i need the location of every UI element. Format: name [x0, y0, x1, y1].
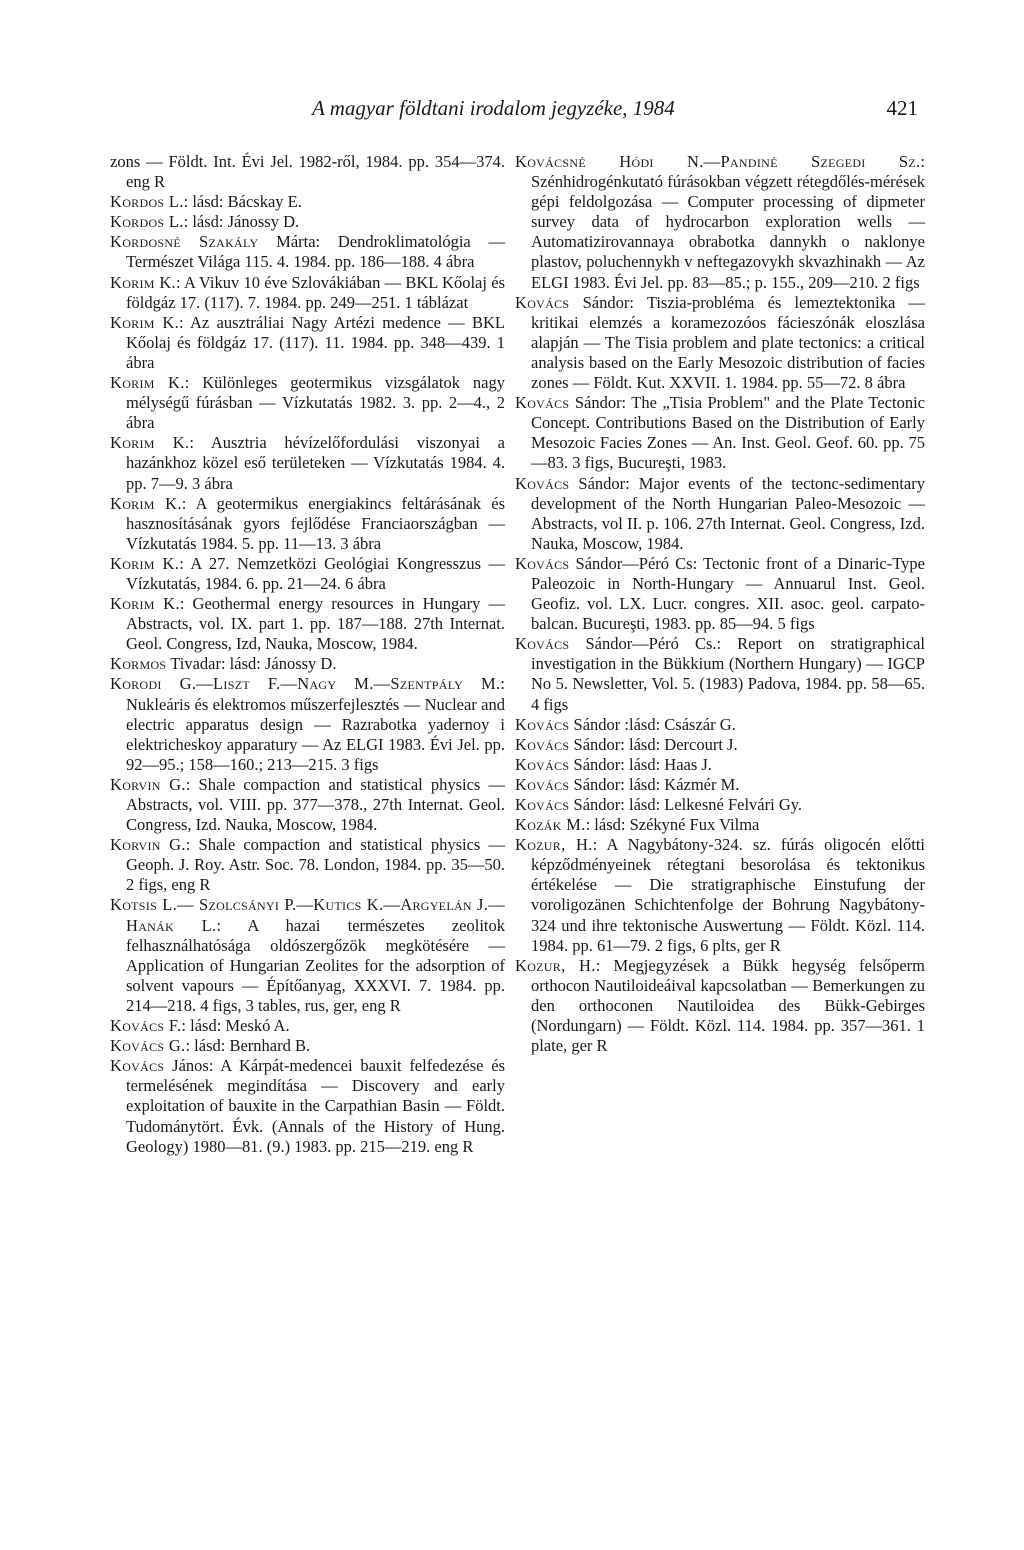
entry-text: Sándor :lásd: Császár G. [569, 714, 736, 734]
bibliography-entry [515, 152, 925, 293]
entry-author: Korim K. [110, 373, 185, 393]
entry-author: Kovács [515, 714, 570, 734]
entry-text: : A geotermikus energiakincs feltárásának és hasznosításának gyors fejlődése Franciaországban — Vízkutatás 1984. 5. pp. 11—13. 3 ábra [126, 493, 505, 553]
entry-text: Sándor—Péró Cs.: Report on stratigraphical investigation in the Bükkium (Northern Hungary) — IGCP No 5. Newsletter, Vol. 5. (1983) Padova, 1984. pp. 58—65. 4 figs [531, 634, 925, 714]
bibliography-entry [110, 654, 505, 674]
bibliography-entry [110, 1036, 505, 1056]
bibliography-entry [515, 474, 925, 554]
entry-text: Sándor: lásd: Kázmér M. [569, 774, 740, 794]
bibliography-entry [515, 835, 925, 956]
bibliography-entry [515, 755, 925, 775]
entry-author: Kordos L. [110, 192, 184, 212]
entry-author: Korim K. [110, 594, 180, 614]
entry-author: Korvin G. [110, 835, 186, 855]
entry-text: Márta: Dendroklimatológia — Természet Világa 115. 4. 1984. pp. 186—188. 4 ábra [126, 232, 505, 272]
entry-text: János: A Kárpát-medencei bauxit felfedezése és termelésének megindítása — Discovery and early exploitation of bauxite in the Carpathian Basin — Földt. Tudománytört. Évk. (Annals of the History of Hung. Geology) 1980—81. (9.) 1983. pp. 215—219. eng R [126, 1056, 505, 1156]
bibliography-entry [110, 1016, 505, 1036]
entry-text: : Ausztria hévízelőfordulási viszonyai a hazánkhoz közel eső területeken — Vízkutatás 1984. 4. pp. 7—9. 3 ábra [126, 433, 505, 493]
bibliography-entry [515, 815, 925, 835]
bibliography-entry [110, 835, 505, 895]
bibliography-entry [515, 393, 925, 473]
bibliography-entry [110, 674, 505, 774]
bibliography-entry [515, 795, 925, 815]
entry-text: Sándor: Tiszia-probléma és lemeztektonika — kritikai elemzés a koramezozóos fácieszónák eloszlása alapján — The Tisia problem and plate tectonics: a critical analysis based on the Early Mesozoic distribution of facies zones — Földt. Kut. XXVII. 1. 1984. pp. 55—72. 8 ábra [531, 292, 925, 393]
entry-text: : A hazai természetes zeolitok felhasználhatósága oldószergőzök megkötésére — Application of Hungarian Zeolites for the adsorption of solvent vapours — Építőanyag, XXXVI. 7. 1984. pp. 214—218. 4 figs, 3 tables, rus, ger, eng R [126, 915, 506, 1015]
entry-text: : lásd: Székyné Fux Vilma [585, 815, 760, 835]
bibliography-entry [110, 273, 505, 313]
entry-text: Tivadar: lásd: Jánossy D. [166, 654, 337, 674]
entry-text: Sándor: lásd: Lelkesné Felvári Gy. [569, 795, 803, 814]
bibliography-entry [110, 212, 505, 232]
entry-text: : Shale compaction and statistical physics — Geoph. J. Roy. Astr. Soc. 78. London, 1984. pp. 35—50. 2 figs, eng R [126, 835, 505, 895]
entry-text: : lásd: Bácskay E. [183, 192, 302, 212]
bibliography-entry [515, 956, 925, 1056]
entry-text: Sándor: lásd: Haas J. [569, 754, 712, 774]
entry-author: Korim K. [110, 433, 190, 453]
bibliography-entry [110, 775, 505, 835]
entry-author: Kovács [515, 754, 570, 774]
entry-text: zons — Földt. Int. Évi Jel. 1982-ről, 1984. pp. 354—374. eng R [110, 152, 505, 192]
entry-text: : A Nagybátony-324. sz. fúrás oligocén előtti képződményeinek rétegtani besorolása és tektonikus értékelése — Die stratigraphische Einstufung der voroligozänen Schichtenfolge der Bohrung Nagybátony-324 und ihre tektonische Auswertung — Földt. Közl. 114. 1984. pp. 61—79. 2 figs, 6 plts, ger R [531, 835, 926, 955]
entry-author: Korvin G. [110, 774, 186, 794]
entry-author: Kordos L. [110, 212, 184, 232]
bibliography-entry [110, 232, 505, 272]
entry-text: Sándor: lásd: Dercourt J. [569, 734, 738, 754]
bibliography-entry [110, 313, 505, 373]
bibliography-entry [110, 1056, 505, 1156]
entry-author: Kovács [515, 734, 570, 754]
entry-text: : Geothermal energy resources in Hungary — Abstracts, vol. IX. part 1. pp. 187—188. 27th Internat. Geol. Congress, Izd, Nauka, Moscow, 1984. [126, 594, 505, 654]
entry-text: : Az ausztráliai Nagy Artézi medence — BKL Kőolaj és földgáz 17. (117). 11. 1984. pp. 348—439. 1 ábra [126, 312, 505, 372]
entry-author: Korim K. [110, 493, 182, 513]
bibliography-entry [110, 895, 505, 1016]
entry-text: : Shale compaction and statistical physics — Abstracts, vol. VIII. pp. 377—378., 27th Internat. Geol. Congress, Izd. Nauka, Moscow, 1984. [126, 774, 505, 835]
bibliography-entry [515, 554, 925, 634]
left-column [110, 152, 505, 1157]
entry-text: : Szénhidrogénkutató fúrásokban végzett rétegdőlés-mérések gépi feldolgozása — Computer processing of dipmeter survey data of hydrocarbon exploration wells — Automatizirovannaya obrabotka dannykh o naklonye plastov, poluchennykh v neftegazovykh skvazhinakh — Az ELGI 1983. Évi Jel. pp. 83—85.; p. 155., 209—210. 2 figs [531, 152, 925, 292]
bibliography-entry [515, 735, 925, 755]
entry-text: : lásd: Meskó A. [181, 1016, 290, 1036]
entry-author: Kovács F. [110, 1016, 182, 1036]
entry-author: Kovács [515, 292, 570, 312]
page-header [0, 96, 1024, 130]
entry-author: Kovács [515, 553, 570, 573]
bibliography-entry [110, 192, 505, 212]
entry-text: Sándor: Major events of the tectonc-sedimentary development of the North Hungarian Paleo-Mesozoic — Abstracts, vol II. p. 106. 27th Internat. Geol. Congress, Izd. Nauka, Moscow, 1984. [531, 473, 925, 553]
bibliography-entry [515, 715, 925, 735]
bibliography-entry [515, 634, 925, 714]
bibliography-entry [110, 494, 505, 554]
entry-author: Kovácsné Hódi N.—Pandiné Szegedi Sz. [515, 152, 921, 171]
entry-author: Kozur, H. [515, 835, 593, 855]
entry-author: Kozák M. [515, 815, 586, 835]
entry-text: : Nukleáris és elektromos műszerfejlesztés — Nuclear and electric apparatus design — Razrabotka yadernoy i elektricheskoy apparatury — Az ELGI 1983. Évi Jel. pp. 92—95.; 158—160.; 213—215. 3 figs [126, 674, 505, 774]
right-column [515, 152, 925, 1056]
entry-author: Kovács [515, 795, 570, 814]
page-number: 421 [886, 96, 918, 120]
bibliography-entry [515, 775, 925, 795]
entry-author: Kozur, H. [515, 955, 596, 975]
entry-text: Sándor—Péró Cs: Tectonic front of a Dinaric-Type Paleozoic in North-Hungary — Annuarul Inst. Geol. Geofiz. vol. LX. Lucr. congres. XII. asoc. geol. carpato-balcan. Bucureşti, 1983. pp. 85—94. 5 figs [531, 553, 925, 634]
entry-author: Kovács [515, 473, 570, 493]
bibliography-entry [110, 433, 505, 493]
entry-author: Korim K. [110, 272, 176, 292]
entry-text: : lásd: Jánossy D. [183, 212, 300, 232]
entry-author: Kovács [515, 774, 570, 794]
entry-author: Korim K. [110, 312, 179, 332]
running-title: A magyar földtani irodalom jegyzéke, 1984 [312, 96, 675, 120]
entry-author: Kotsis L.— Szolcsányi P.—Kutics K.—Argyelán J.—Hanák L. [110, 895, 505, 935]
entry-author: Korim K. [110, 553, 180, 573]
entry-author: Kormos [110, 654, 167, 674]
entry-author: Kovács [515, 393, 570, 413]
entry-author: Kovács G. [110, 1036, 186, 1056]
entry-author: Kovács [110, 1056, 165, 1076]
entry-text: Sándor: The „Tisia Problem" and the Plate Tectonic Concept. Contributions Based on the Distribution of Early Mesozoic Facies Zones — An. Inst. Geol. Geof. 60. pp. 75—83. 3 figs, Bucureşti, 1983. [531, 393, 925, 473]
entry-text: : A Vikuv 10 éve Szlovákiában — BKL Kőolaj és földgáz 17. (117). 7. 1984. pp. 249—251. 1 táblázat [126, 272, 505, 312]
bibliography-entry [110, 554, 505, 594]
entry-text: : lásd: Bernhard B. [185, 1036, 311, 1056]
bibliography-entry [110, 594, 505, 654]
entry-author: Korodi G.—Liszt F.—Nagy M.—Szentpály M. [110, 674, 501, 694]
entry-text: : Megjegyzések a Bükk hegység felsőperm orthocon Nautiloideáival kapcsolatban — Bemerkungen zu den orthoconen Nautiloidea des Bükk-Gebirges (Nordungarn) — Földt. Közl. 114. 1984. pp. 357—361. 1 plate, ger R [531, 955, 925, 1056]
entry-author: Kordosné Szakály [110, 232, 259, 252]
entry-text: : Különleges geotermikus vizsgálatok nagy mélységű fúrásban — Vízkutatás 1982. 3. pp. 2—4., 2 ábra [126, 373, 505, 433]
entry-author: Kovács [515, 634, 570, 654]
bibliography-entry [110, 152, 505, 192]
bibliography-entry [110, 373, 505, 433]
bibliography-entry [515, 293, 925, 393]
entry-text: : A 27. Nemzetközi Geológiai Kongresszus — Vízkutatás, 1984. 6. pp. 21—24. 6 ábra [126, 553, 505, 593]
